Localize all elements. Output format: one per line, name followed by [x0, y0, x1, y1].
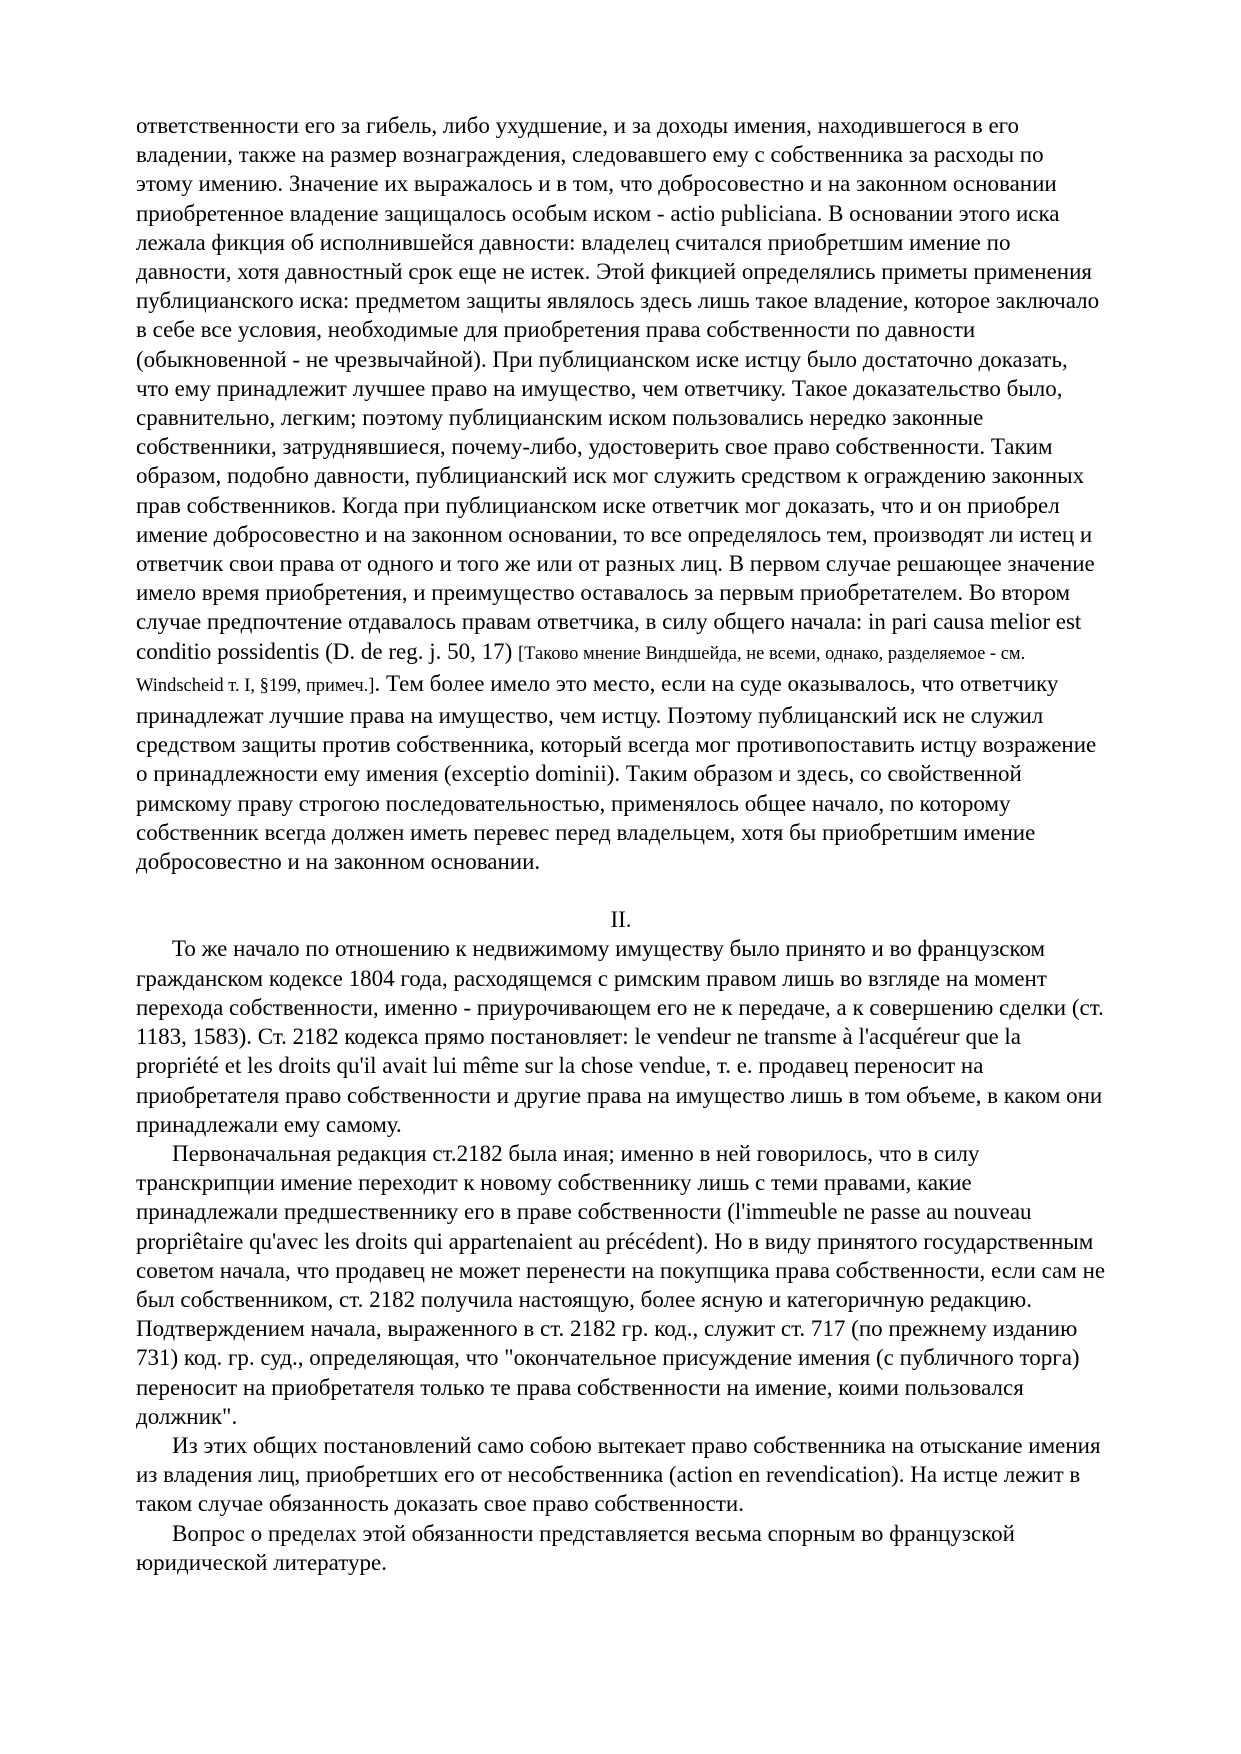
footnote-windscheid: [Таково мнение Виндшейда, не всеми, однако, разделяемое - см. Windscheid т. I, §199, примеч.] — [136, 643, 1026, 696]
document-page — [136, 111, 1106, 1577]
paragraph-original-redaction: Первоначальная редакция ст.2182 была иная; именно в ней говорилось, что в силу транскрипции имение переходит к новому собственнику лишь с теми правами, какие принадлежали предшественнику его в праве собственности (l'immeuble ne passe au nouveau propriêtaire qu'avec les droits qui appartenaient au précédent). Но в виду принятого государственным советом начала, что продавец не может перенести на покупщика права собственности, если сам не был собственником, ст. 2182 получила настоящую, более ясную и категоричную редакцию. Подтверждением начала, выраженного в ст. 2182 гр. код., служит ст. 717 (по прежнему изданию 731) код. гр. суд., определяющая, что "окончательное присуждение имения (с публичного торга) переносит на приобретателя только те права собственности на имение, коими пользовался должник". — [136, 1140, 1106, 1429]
paragraph-revendication: Из этих общих постановлений само собою вытекает право собственника на отыскание имения из владения лиц, приобретших его от несобственника (action en revendication). На истце лежит в таком случае обязанность доказать свое право собственности. — [136, 1432, 1101, 1517]
paragraph-text-continued: . Тем более имело это место, если на суде оказывалось, что ответчику принадлежат лучшие права на имущество, чем истцу. Поэтому публицанский иск не служил средством защиты против собственника, который всегда мог противопоставить истцу возражение о принадлежности ему имения (exceptio dominii). Таким образом и здесь, со свойственной римскому праву строгою последовательностью, применялось общее начало, по которому собственник всегда должен иметь перевес перед владельцем, хотя бы приобретшим имение добросовестно и на законном основании. — [136, 670, 1097, 875]
paragraph-dispute: Вопрос о пределах этой обязанности представляется весьма спорным во французской юридической литературе. — [136, 1520, 1015, 1575]
section-heading-number: II. — [610, 907, 632, 933]
paragraph-publiciana — [136, 111, 1106, 876]
paragraph-text: ответственности его за гибель, либо ухудшение, и за доходы имения, находившегося в его владении, также на размер вознаграждения, следовавшего ему с собственника за расходы по этому имению. Значение их выражалось и в том, что добросовестно и на законном основании приобретенное владение защищалось особым иском - actio publiciana. В основании этого иска лежала фикция об исполнившейся давности: владелец считался приобретшим имение по давности, хотя давностный срок еще не истек. Этой фикцией определялись приметы применения публицианского иска: предметом защиты являлось здесь лишь такое владение, которое заключало в себе все условия, необходимые для приобретения права собственности по давности (обыкновенной - не чрезвычайной). При публицианском иске истцу было достаточно доказать, что ему принадлежит лучшее право на имущество, чем ответчику. Такое доказательство было, сравнительно, легким; поэтому публицианским иском пользовались нередко законные собственники, затруднявшиеся, почему-либо, удостоверить свое право собственности. Таким образом, подобно давности, публицианский иск мог служить средством к ограждению законных прав собственников. Когда при публицианском иске ответчик мог доказать, что и он приобрел имение добросовестно и на законном основании, то все определялось тем, производят ли истец и ответчик свои права от одного и того же или от разных лиц. В первом случае решающее значение имело время приобретения, и преимущество оставалось за первым приобретателем. Во втором случае предпочтение отдавалось правам ответчика, в силу общего начала: in pari causa melior est conditio possidentis (D. de reg. j. 50, 17) — [136, 113, 1100, 664]
paragraph-french-code: То же начало по отношению к недвижимому имуществу было принято и во французском гражданском кодексе 1804 года, расходящемся с римским правом лишь во взгляде на момент перехода собственности, именно - приурочивающем его не к передаче, а к совершению сделки (ст. 1183, 1583). Ст. 2182 кодекса прямо постановляет: le vendeur ne transme à l'acquéreur que la propriété et les droits qu'il avait lui même sur la chose vendue, т. е. продавец переносит на приобретателя право собственности и другие права на имущество лишь в том объеме, в каком они принадлежали ему самому. — [136, 936, 1104, 1137]
